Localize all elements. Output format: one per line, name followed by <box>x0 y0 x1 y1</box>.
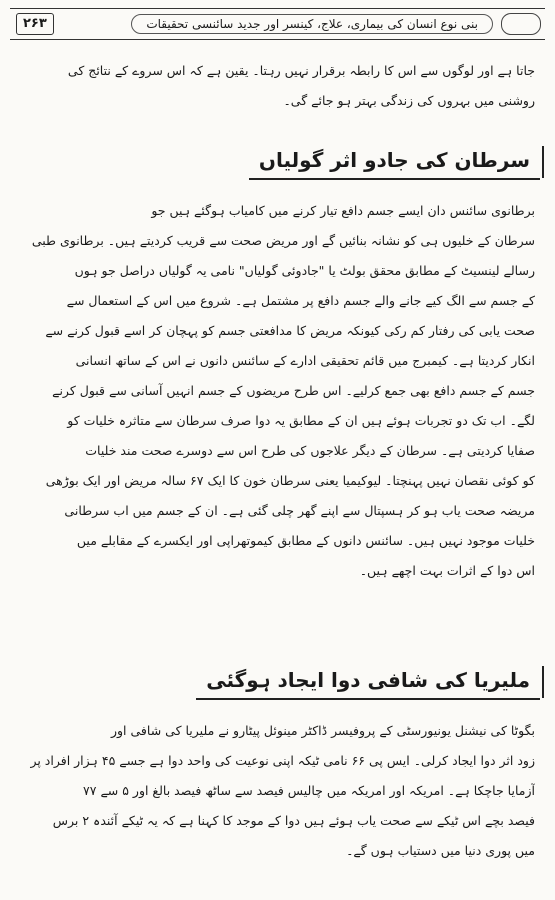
text-line: اس دوا کے اثرات بہت اچھے ہیں۔ <box>359 563 535 578</box>
text-line: کو کوئی نقصان نہیں پہنچتا۔ لیوکیمیا یعنی سرطان خون کا ایک ۶۷ سالہ مریض اور ایک بوڑھی <box>45 473 535 488</box>
text-line: زود اثر دوا ایجاد کرلی۔ ایس پی ۶۶ نامی ٹیکہ اپنی نوعیت کی واحد دوا ہے جسے ۴۵ ہزار افراد پر <box>30 753 535 768</box>
text-line: رسالے لینسیٹ کے مطابق محقق بولٹ یا "جادوئی گولیاں" نامی یہ گولیاں دراصل جو ہوں <box>74 263 535 278</box>
text-line: آزمایا جاچکا ہے۔ امریکہ اور امریکہ میں چالیس فیصد سے ساٹھ فیصد بالغ اور ۵ سے ۷۷ <box>83 783 535 798</box>
text-line: خلیات موجود نہیں ہیں۔ سائنس دانوں کے مطابق کیموتھراپی اور ایکسرے کے مقابلے میں <box>76 533 535 548</box>
text-line: صحت یابی کی رفتار کم رکی کیونکہ مریض کا مدافعتی جسم کو پہچان کر اسے قبول کرنے سے <box>45 323 535 338</box>
intro-paragraph <box>25 56 535 116</box>
text-line: بگوٹا کی نیشنل یونیورسٹی کے پروفیسر ڈاکٹر مینوئل پیٹارو نے ملیریا کی شافی اور <box>110 723 535 738</box>
text-line: سرطان کے خلیوں ہی کو نشانہ بنائیں گے اور مریض صحت سے قریب کردیتے ہیں۔ برطانوی طبی <box>31 233 535 248</box>
section-body-malaria <box>25 716 535 866</box>
text-line: کے جسم سے الگ کیے جانے والے جسم دافع پر مشتمل ہے۔ شروع میں اس کے استعمال سے <box>66 293 535 308</box>
ornament-icon <box>501 13 541 35</box>
text-line: جاتا ہے اور لوگوں سے اس کا رابطہ برقرار نہیں رہتا۔ یقین ہے کہ اس سروے کے نتائج کی <box>67 63 535 78</box>
page-header <box>10 8 545 40</box>
text-line: فیصد بچے اس ٹیکے سے صحت یاب ہوئے ہیں دوا کے موجد کا کہنا ہے کہ یہ ٹیکے آئندہ ۲ برس <box>52 813 535 828</box>
running-title: بنی نوع انسان کی بیماری، علاج، کینسر اور جدید سائنسی تحقیقات <box>131 14 493 34</box>
text-line: روشنی میں بہروں کی زندگی بہتر ہو جائے گی۔ <box>283 93 535 108</box>
page-number: ۲۶۳ <box>16 13 54 35</box>
section-heading-cancer: سرطان کی جادو اثر گولیاں <box>249 146 540 180</box>
text-line: لگے۔ اب تک دو تجربات ہوئے ہیں ان کے مطابق یہ دوا صرف سرطان سے متاثرہ خلیات کو <box>67 413 535 428</box>
section-heading-malaria: ملیریا کی شافی دوا ایجاد ہوگئی <box>196 666 540 700</box>
text-line: انکار کردیتا ہے۔ کیمبرج میں قائم تحقیقی ادارے کے سائنس دانوں نے اس کے ساتھ انسانی <box>75 353 535 368</box>
text-line: برطانوی سائنس دان ایسے جسم دافع تیار کرنے میں کامیاب ہوگئے ہیں جو <box>151 203 535 218</box>
text-line: مریضہ صحت یاب ہو کر ہسپتال سے اپنے گھر چلی گئی ہے۔ ان کے جسم میں اب سرطانی <box>64 503 535 518</box>
text-line: جسم کے جسم دافع بھی جمع کرلیے۔ اس طرح مریضوں کے جسم انہیں آسانی سے قبول کرنے <box>52 383 535 398</box>
text-line: صفایا کردیتی ہے۔ سرطان کے دیگر علاجوں کی طرح اس سے دوسرے صحت مند خلیات <box>85 443 535 458</box>
text-line: میں پوری دنیا میں دستیاب ہوں گے۔ <box>346 843 535 858</box>
section-body-cancer <box>25 196 535 586</box>
